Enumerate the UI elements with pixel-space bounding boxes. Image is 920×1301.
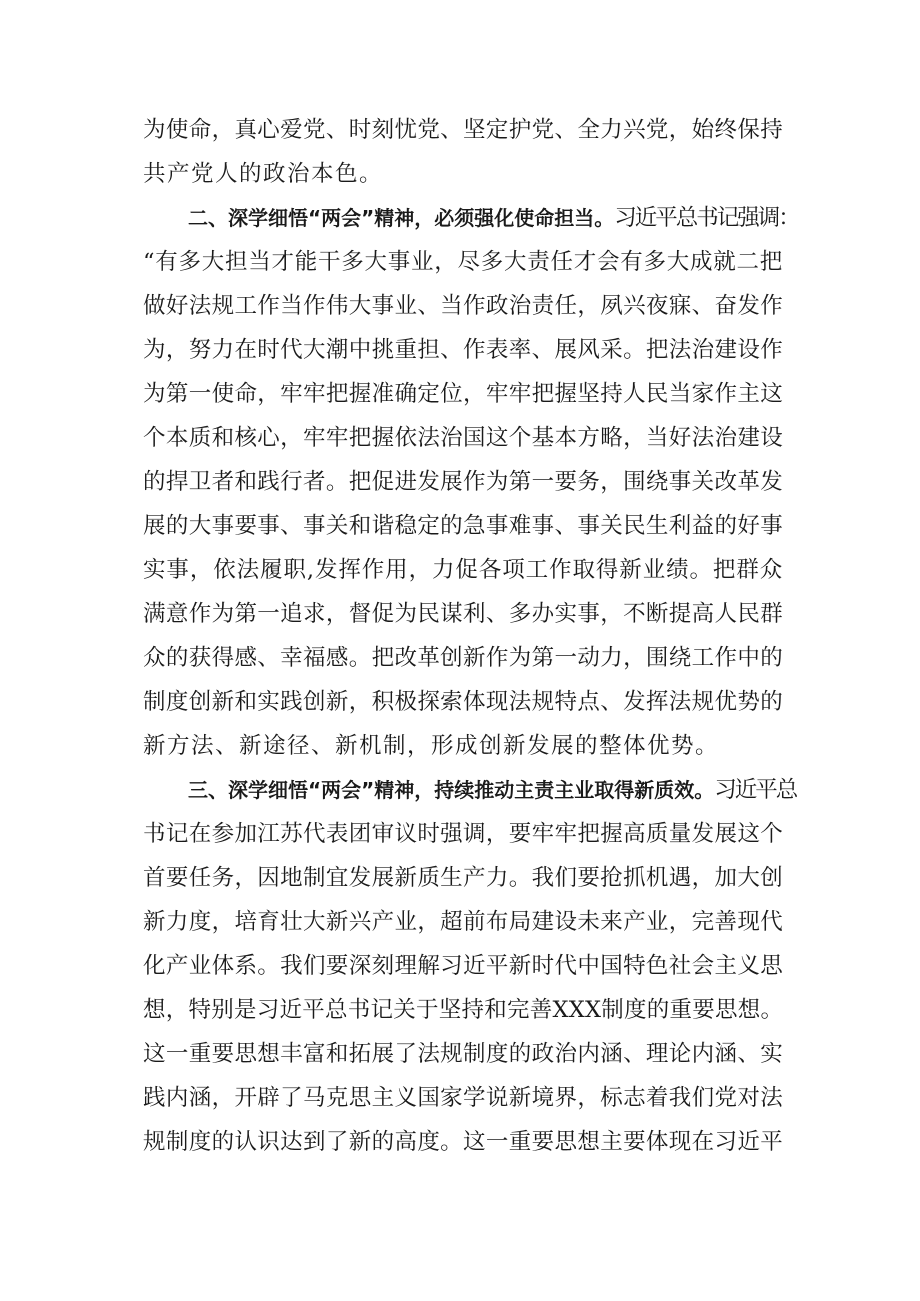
heading-continuation: 习近平总 — [714, 777, 797, 803]
section-heading-3: 三、深学细悟“两会”精神，持续推动主责主业取得新质效。 — [188, 778, 715, 802]
text-line: 个本质和核心，牢牢把握依法治国这个基本方略，当好法治建设 — [143, 425, 783, 451]
text-line: 满意作为第一追求，督促为民谋利、多办实事，不断提高人民群 — [143, 601, 783, 627]
paragraph-3 — [143, 768, 797, 1164]
text-line: 想，特别是习近平总书记关于坚持和完善XXX制度的重要思想。 — [143, 997, 784, 1023]
text-line: 新力度，培育壮大新兴产业，超前布局建设未来产业，完善现代 — [143, 909, 783, 935]
text-line-first — [143, 196, 799, 240]
text-line: 众的获得感、幸福感。把改革创新作为第一动力，围绕工作中的 — [143, 645, 783, 671]
paragraph-1 — [143, 108, 783, 196]
document-body — [143, 108, 799, 1164]
text-line: 为，努力在时代大潮中挑重担、作表率、展风采。把法治建设作 — [143, 337, 783, 363]
text-line: 的捍卫者和践行者。把促进发展作为第一要务，围绕事关改革发 — [143, 469, 783, 495]
text-line: 实事，依法履职,发挥作用，力促各项工作取得新业绩。把群众 — [143, 557, 783, 583]
text-line: 展的大事要事、事关和谐稳定的急事难事、事关民生利益的好事 — [143, 513, 783, 539]
text-line: 首要任务，因地制宜发展新质生产力。我们要抢抓机遇，加大创 — [143, 865, 783, 891]
text-line: 书记在参加江苏代表团审议时强调，要牢牢把握高质量发展这个 — [143, 821, 783, 847]
text-line: 为使命，真心爱党、时刻忧党、坚定护党、全力兴党，始终保持 — [143, 117, 783, 143]
text-line: 制度创新和实践创新，积极探索体现法规特点、发挥法规优势的 — [143, 689, 783, 715]
text-line: 做好法规工作当作伟大事业、当作政治责任，夙兴夜寐、奋发作 — [143, 293, 783, 319]
paragraph-2 — [143, 196, 799, 768]
text-line: 践内涵，开辟了马克思主义国家学说新境界，标志着我们党对法 — [143, 1085, 783, 1111]
text-line: 为第一使命，牢牢把握准确定位，牢牢把握坚持人民当家作主这 — [143, 381, 783, 407]
heading-continuation: 习近平总书记强调： — [614, 205, 799, 231]
text-line: 新方法、新途径、新机制，形成创新发展的整体优势。 — [143, 733, 720, 759]
text-line: 这一重要思想丰富和拓展了法规制度的政治内涵、理论内涵、实 — [143, 1041, 783, 1067]
section-heading-2: 二、深学细悟“两会”精神，必须强化使命担当。 — [188, 206, 615, 230]
text-line: 共产党人的政治本色。 — [143, 161, 384, 187]
text-line: 规制度的认识达到了新的高度。这一重要思想主要体现在习近平 — [143, 1129, 783, 1155]
text-line: 化产业体系。我们要深刻理解习近平新时代中国特色社会主义思 — [143, 953, 783, 979]
text-line: “有多大担当才能干多大事业，尽多大责任才会有多大成就二把 — [143, 249, 784, 275]
text-line-first — [143, 768, 797, 812]
